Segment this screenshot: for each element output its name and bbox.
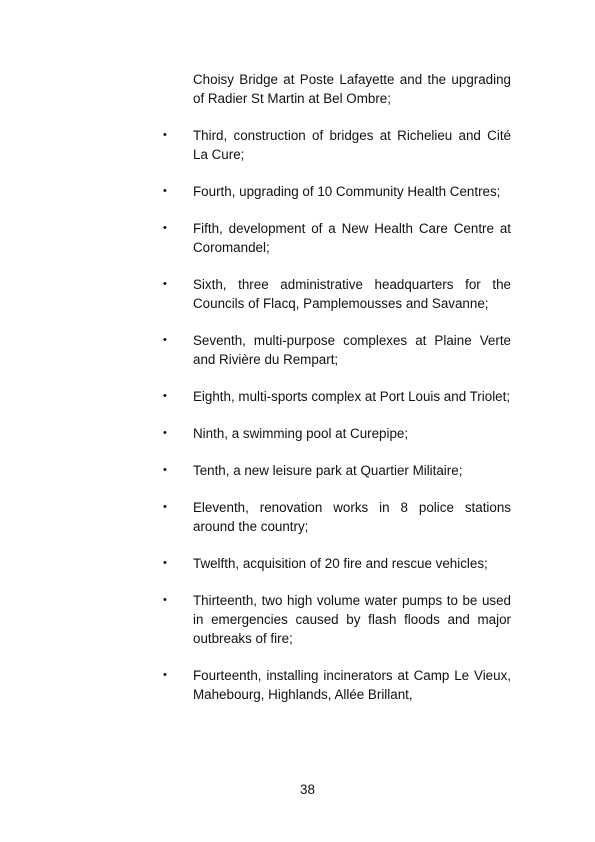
bullet-icon: • [163,501,167,513]
list-item [163,275,511,313]
bullet-icon: • [163,185,167,197]
list-item [163,666,511,704]
bullet-icon: • [163,669,167,681]
list-item [163,126,511,164]
bullet-icon: • [163,278,167,290]
bullet-icon: • [163,334,167,346]
list-item-text: Fourteenth, installing incinerators at Camp Le Vieux, Mahebourg, Highlands, Allée Brillant, [193,668,511,702]
continuation-paragraph [163,70,511,108]
list-item-text: Ninth, a swimming pool at Curepipe; [193,426,409,441]
continuation-text: Choisy Bridge at Poste Lafayette and the upgrading of Radier St Martin at Bel Ombre; [193,72,511,106]
list-item-text: Twelfth, acquisition of 20 fire and rescue vehicles; [193,556,488,571]
bullet-icon: • [163,594,167,606]
list-item [163,591,511,648]
list-item [163,554,511,573]
list-item [163,424,511,443]
list-item-text: Eleventh, renovation works in 8 police stations around the country; [193,500,511,534]
bullet-icon: • [163,129,167,141]
list-item [163,498,511,536]
list-item [163,219,511,257]
bullet-icon: • [163,427,167,439]
bullet-icon: • [163,222,167,234]
list-item-text: Tenth, a new leisure park at Quartier Militaire; [193,463,463,478]
bullet-list [163,70,511,722]
bullet-icon: • [163,464,167,476]
list-item-text: Fifth, development of a New Health Care Centre at Coromandel; [193,221,511,255]
list-item-text: Sixth, three administrative headquarters for the Councils of Flacq, Pamplemousses and Savanne; [193,277,511,311]
list-item-text: Eighth, multi-sports complex at Port Louis and Triolet; [193,389,511,404]
page-number: 38 [300,782,315,797]
list-item-text: Thirteenth, two high volume water pumps to be used in emergencies caused by flash floods and major outbreaks of fire; [193,593,511,646]
list-item [163,182,511,201]
bullet-icon: • [163,557,167,569]
list-item-text: Fourth, upgrading of 10 Community Health Centres; [193,184,501,199]
list-item [163,461,511,480]
list-item [163,387,511,406]
list-item-text: Seventh, multi-purpose complexes at Plaine Verte and Rivière du Rempart; [193,333,511,367]
list-item [163,331,511,369]
list-item-text: Third, construction of bridges at Richelieu and Cité La Cure; [193,128,511,162]
bullet-icon: • [163,390,167,402]
